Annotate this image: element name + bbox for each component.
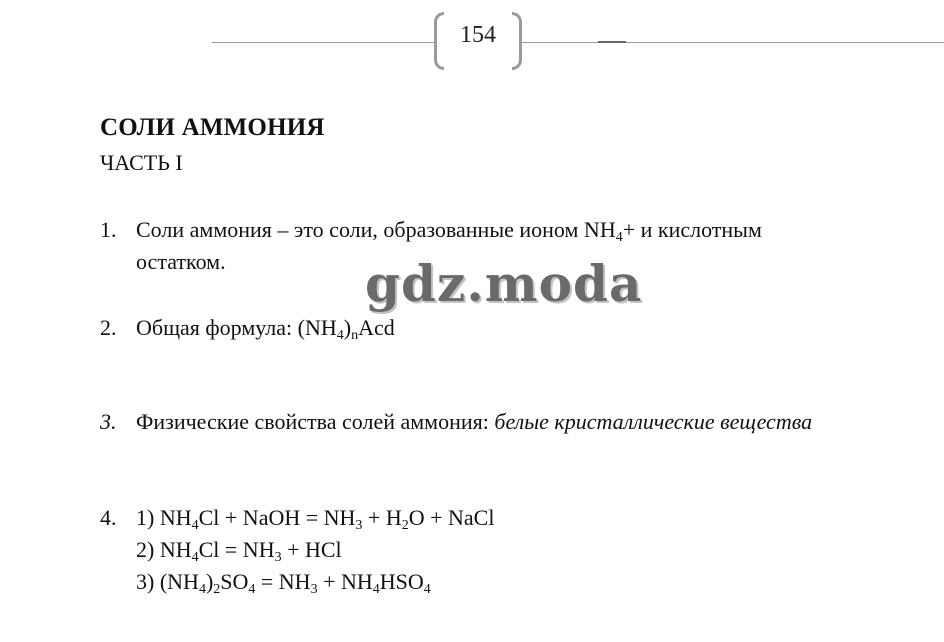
subscript: 3 xyxy=(310,582,318,597)
equation-3 xyxy=(136,566,494,598)
text-part: HSO xyxy=(379,569,424,594)
text-part: = NH xyxy=(255,569,311,594)
page-number: 154 xyxy=(460,22,496,48)
page-header xyxy=(0,0,944,80)
section-subtitle: ЧАСТЬ I xyxy=(100,150,183,175)
equation-2 xyxy=(136,534,494,566)
subscript: 4 xyxy=(191,550,199,565)
page-number-frame xyxy=(434,12,522,72)
equation-1 xyxy=(136,502,494,534)
subscript: 4 xyxy=(615,230,623,245)
subscript: n xyxy=(351,328,359,343)
item-text xyxy=(136,502,494,598)
text-part: ) xyxy=(343,315,352,340)
list-item-2 xyxy=(100,312,900,344)
text-part: + H xyxy=(362,505,402,530)
section-title: СОЛИ АММОНИЯ xyxy=(100,114,325,141)
text-part: + NH xyxy=(317,569,373,594)
text-part: Физические свойства солей аммония: xyxy=(136,409,495,434)
text-part: Acd xyxy=(358,315,395,340)
subscript: 4 xyxy=(198,582,206,597)
item-number: 3. xyxy=(100,409,117,434)
text-part: 1) NH xyxy=(136,505,192,530)
header-rule-accent xyxy=(598,41,626,43)
header-rule-left xyxy=(212,42,434,43)
text-part: 2) NH xyxy=(136,537,192,562)
text-part: Соли аммония – это соли, образованные ионом NH xyxy=(136,217,616,242)
item-number: 4. xyxy=(100,505,117,530)
list-item-4 xyxy=(100,502,900,598)
text-part: SO xyxy=(220,569,249,594)
text-part: + и кислотным xyxy=(622,217,762,242)
subscript: 3 xyxy=(355,518,363,533)
subscript: 4 xyxy=(423,582,431,597)
text-part: Общая формула: (NH xyxy=(136,315,337,340)
watermark-logo: gdz.moda xyxy=(365,254,643,313)
subscript: 4 xyxy=(336,328,344,343)
subscript: 4 xyxy=(191,518,199,533)
item-text xyxy=(136,312,395,344)
subscript: 4 xyxy=(372,582,380,597)
subscript: 4 xyxy=(248,582,256,597)
list-item-3 xyxy=(100,406,940,438)
text-part: ) xyxy=(205,569,214,594)
text-part: O + NaCl xyxy=(408,505,495,530)
subscript: 3 xyxy=(274,550,282,565)
item-number: 2. xyxy=(100,315,117,340)
text-part: Cl + NaOH = NH xyxy=(198,505,356,530)
subscript: 2 xyxy=(401,518,409,533)
item-text xyxy=(136,406,812,438)
text-part: + HCl xyxy=(281,537,342,562)
text-part: Cl = NH xyxy=(198,537,275,562)
text-part: 3) (NH xyxy=(136,569,199,594)
subscript: 2 xyxy=(213,582,221,597)
header-rule-right xyxy=(522,42,944,43)
answer-text: белые кристаллические вещества xyxy=(494,409,813,434)
item-line-1 xyxy=(136,214,762,246)
item-line-2: остатком. xyxy=(136,249,226,274)
item-number: 1. xyxy=(100,217,117,242)
